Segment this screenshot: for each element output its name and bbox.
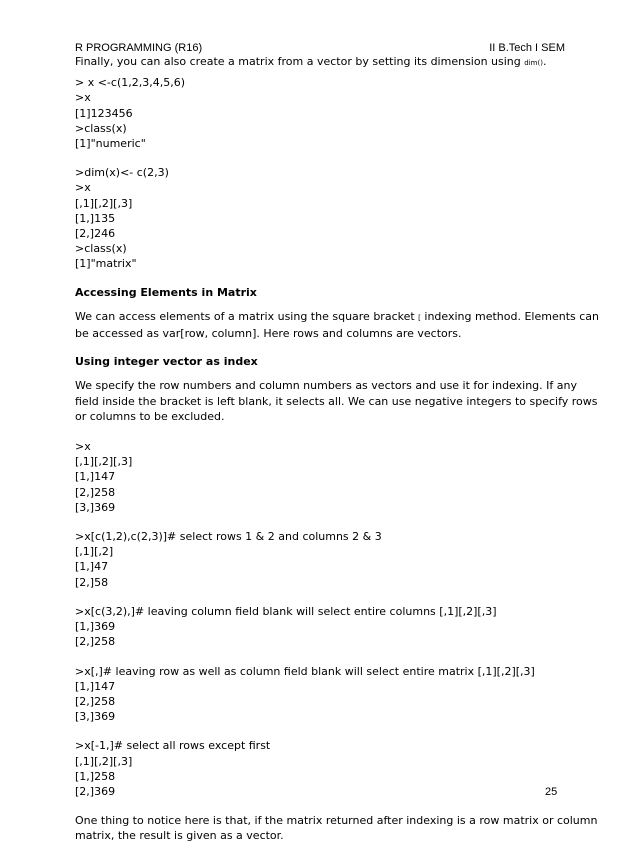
paragraph-line: field inside the bracket is left blank, it selects all. We can use negative integers to specify rows bbox=[75, 394, 598, 408]
code-line: [1,]147 bbox=[75, 470, 116, 484]
code-line: [1,]135 bbox=[75, 211, 116, 225]
section-heading-integer-vector: Using integer vector as index bbox=[75, 355, 258, 369]
code-line: [1,]147 bbox=[75, 679, 116, 693]
para1-before: We can access elements of a matrix using the square bracket bbox=[75, 309, 419, 323]
code-line: >x bbox=[75, 181, 91, 195]
code-line: >dim(x)<- c(2,3) bbox=[75, 166, 169, 180]
paragraph-integer-index bbox=[75, 378, 598, 424]
code-line: [,1][,2][,3] bbox=[75, 754, 133, 768]
code-line: >x bbox=[75, 440, 91, 454]
code-line: [,1][,2][,3] bbox=[75, 196, 133, 210]
header-semester: II B.Tech I SEM bbox=[489, 42, 565, 54]
page-content bbox=[75, 54, 600, 844]
code-line: >x[,]# leaving row as well as column field blank will select entire matrix [,1][,2][,3] bbox=[75, 664, 535, 678]
code-block-negative-index bbox=[75, 738, 575, 799]
code-line: [2,]258 bbox=[75, 694, 116, 708]
intro-inline-code: dim() bbox=[524, 59, 543, 67]
page-header bbox=[75, 42, 565, 54]
code-line: [,1][,2] bbox=[75, 545, 114, 559]
code-line: [,1][,2][,3] bbox=[75, 455, 133, 469]
paragraph-line: One thing to notice here is that, if the matrix returned after indexing is a row matrix or column bbox=[75, 814, 598, 828]
intro-text: Finally, you can also create a matrix from a vector by setting its dimension using bbox=[75, 55, 525, 68]
code-line: [3,]369 bbox=[75, 500, 116, 514]
code-line: > x <-c(1,2,3,4,5,6) bbox=[75, 76, 186, 90]
code-block-blank-column bbox=[75, 604, 575, 650]
paragraph-line: be accessed as var[row, column]. Here rows and columns are vectors. bbox=[75, 327, 462, 341]
paragraph-row-column-matrix bbox=[75, 813, 598, 843]
code-block-blank-row-column bbox=[75, 664, 575, 725]
code-line: [2,]246 bbox=[75, 227, 116, 241]
code-line: [3,]369 bbox=[75, 710, 116, 724]
paragraph-line: or columns to be excluded. bbox=[75, 409, 225, 423]
code-line: [1,]369 bbox=[75, 620, 116, 634]
intro-end: . bbox=[542, 55, 547, 68]
paragraph-line: matrix, the result is given as a vector. bbox=[75, 829, 284, 843]
page-number: 25 bbox=[545, 786, 558, 798]
code-line: >x[c(1,2),c(2,3)]# select rows 1 & 2 and columns 2 & 3 bbox=[75, 530, 382, 544]
code-line: >class(x) bbox=[75, 242, 127, 256]
code-block-print-matrix bbox=[75, 439, 575, 515]
code-block-set-dim bbox=[75, 165, 575, 271]
paragraph-line bbox=[75, 309, 600, 326]
code-block-select-rows-cols bbox=[75, 529, 575, 590]
code-line: [2,]369 bbox=[75, 784, 116, 798]
code-line: [2,]58 bbox=[75, 575, 109, 589]
code-line: >x bbox=[75, 91, 91, 105]
code-line: [2,]258 bbox=[75, 485, 116, 499]
code-block-create-vector bbox=[75, 75, 575, 151]
section-heading-accessing-elements: Accessing Elements in Matrix bbox=[75, 285, 257, 299]
code-line: >x[c(3,2),]# leaving column field blank will select entire columns [,1][,2][,3] bbox=[75, 604, 497, 618]
intro-paragraph bbox=[75, 54, 575, 71]
header-course-title: R PROGRAMMING (R16) bbox=[75, 42, 203, 54]
para1-inline-code: [ bbox=[418, 313, 421, 322]
code-line: [1,]258 bbox=[75, 769, 116, 783]
code-line: [1]"numeric" bbox=[75, 137, 146, 151]
code-line: [1,]47 bbox=[75, 560, 109, 574]
code-line: [1]123456 bbox=[75, 106, 133, 120]
paragraph-square-bracket bbox=[75, 309, 600, 341]
para1-after: indexing method. Elements can bbox=[420, 309, 600, 323]
code-line: >x[-1,]# select all rows except first bbox=[75, 739, 271, 753]
code-line: [1]"matrix" bbox=[75, 257, 137, 271]
code-line: >class(x) bbox=[75, 121, 127, 135]
code-line: [2,]258 bbox=[75, 635, 116, 649]
paragraph-line: We specify the row numbers and column numbers as vectors and use it for indexing. If any bbox=[75, 379, 577, 393]
